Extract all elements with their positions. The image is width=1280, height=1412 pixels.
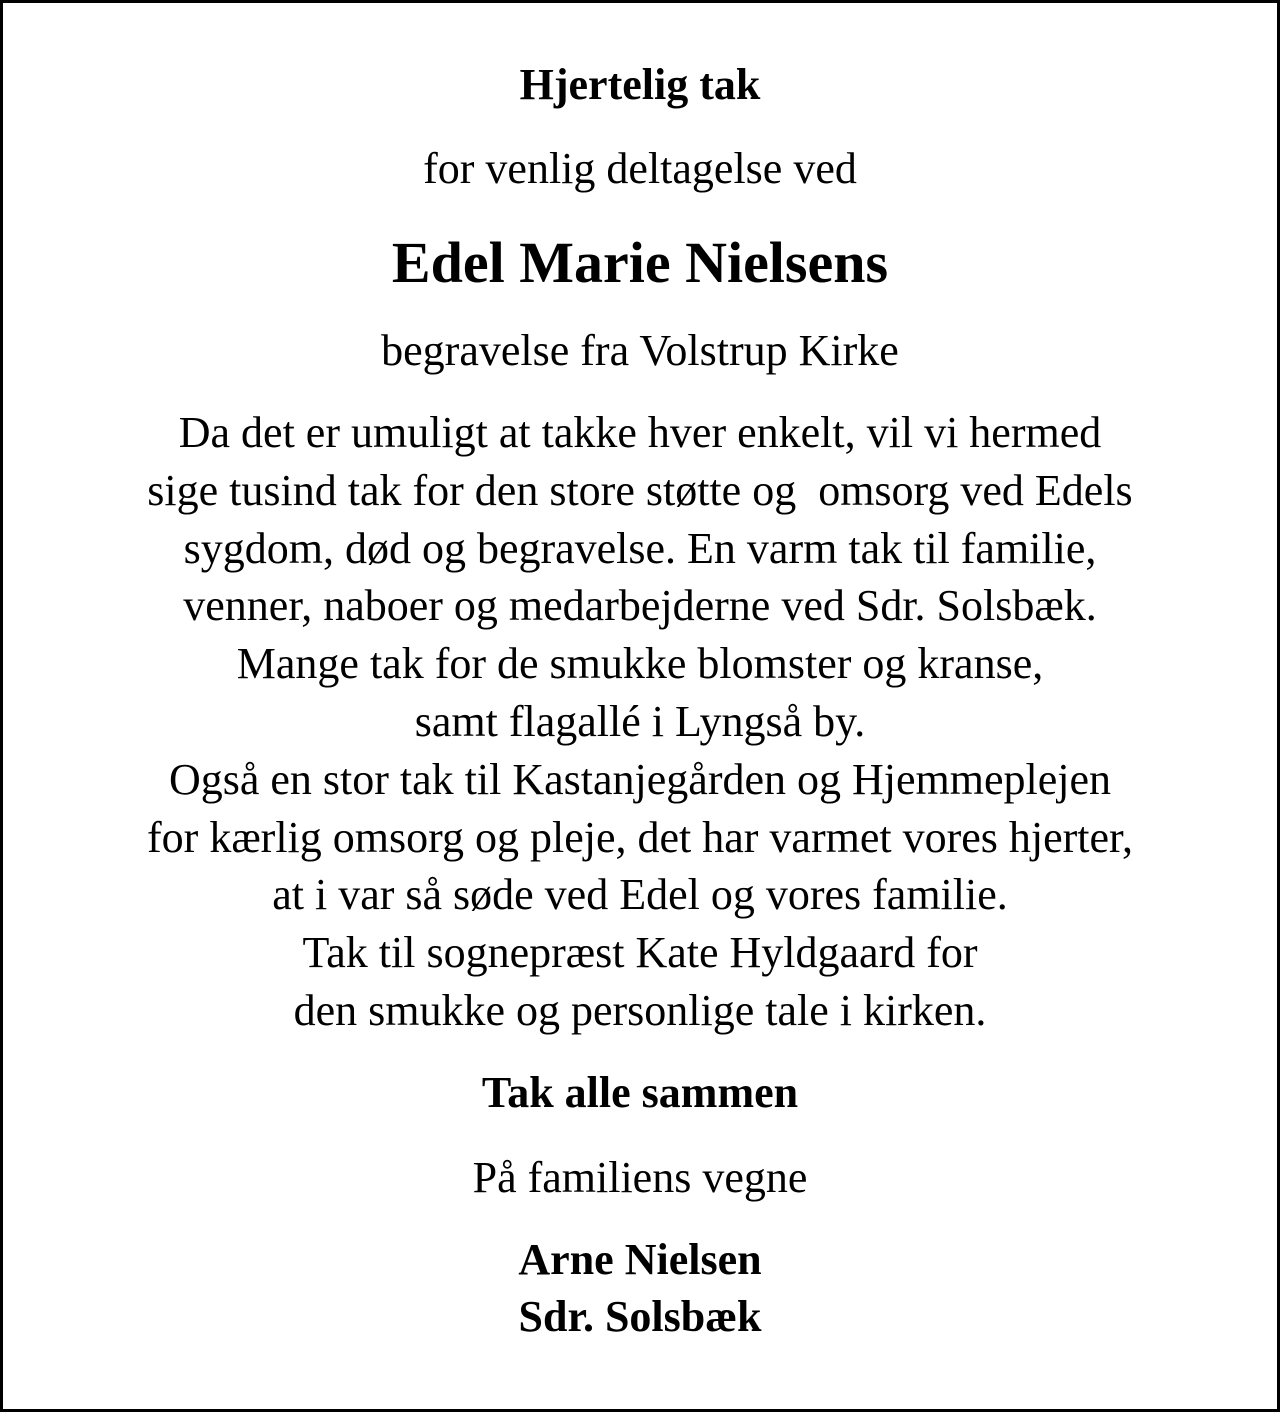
message-line-2: sige tusind tak for den store støtte og omsorg ved Edels	[147, 465, 1133, 515]
thank-you-message	[3, 404, 1277, 1040]
funeral-location: begravelse fra Volstrup Kirke	[381, 326, 899, 375]
signature-name: Arne Nielsen	[518, 1235, 762, 1284]
message-line-7: Også en stor tak til Kastanjegården og Hjemmeplejen	[168, 754, 1112, 804]
message-line-10: Tak til sognepræst Kate Hyldgaard for	[302, 928, 978, 978]
signature-place: Sdr. Solsbæk	[518, 1292, 762, 1341]
message-line-4: venner, naboer og medarbejderne ved Sdr. Solsbæk.	[183, 581, 1097, 631]
message-line-8: for kærlig omsorg og pleje, det har varmet vores hjerter,	[147, 812, 1133, 862]
message-line-6: samt flagallé i Lyngså by.	[414, 696, 866, 746]
message-line-3: sygdom, død og begravelse. En varm tak til familie,	[183, 523, 1097, 573]
notice-intro: for venlig deltagelse ved	[423, 144, 857, 193]
message-line-1: Da det er umuligt at takke hver enkelt, vil vi hermed	[178, 408, 1102, 457]
message-line-9: at i var så søde ved Edel og vores familie.	[272, 870, 1008, 920]
notice-heading: Hjertelig tak	[519, 60, 761, 109]
signature-block	[3, 1231, 1277, 1345]
on-behalf-line: På familiens vegne	[472, 1153, 808, 1202]
closing-line: Tak alle sammen	[481, 1068, 799, 1117]
message-line-5: Mange tak for de smukke blomster og kranse,	[236, 639, 1044, 689]
message-line-11: den smukke og personlige tale i kirken.	[293, 985, 987, 1035]
deceased-name: Edel Marie Nielsens	[391, 230, 889, 295]
